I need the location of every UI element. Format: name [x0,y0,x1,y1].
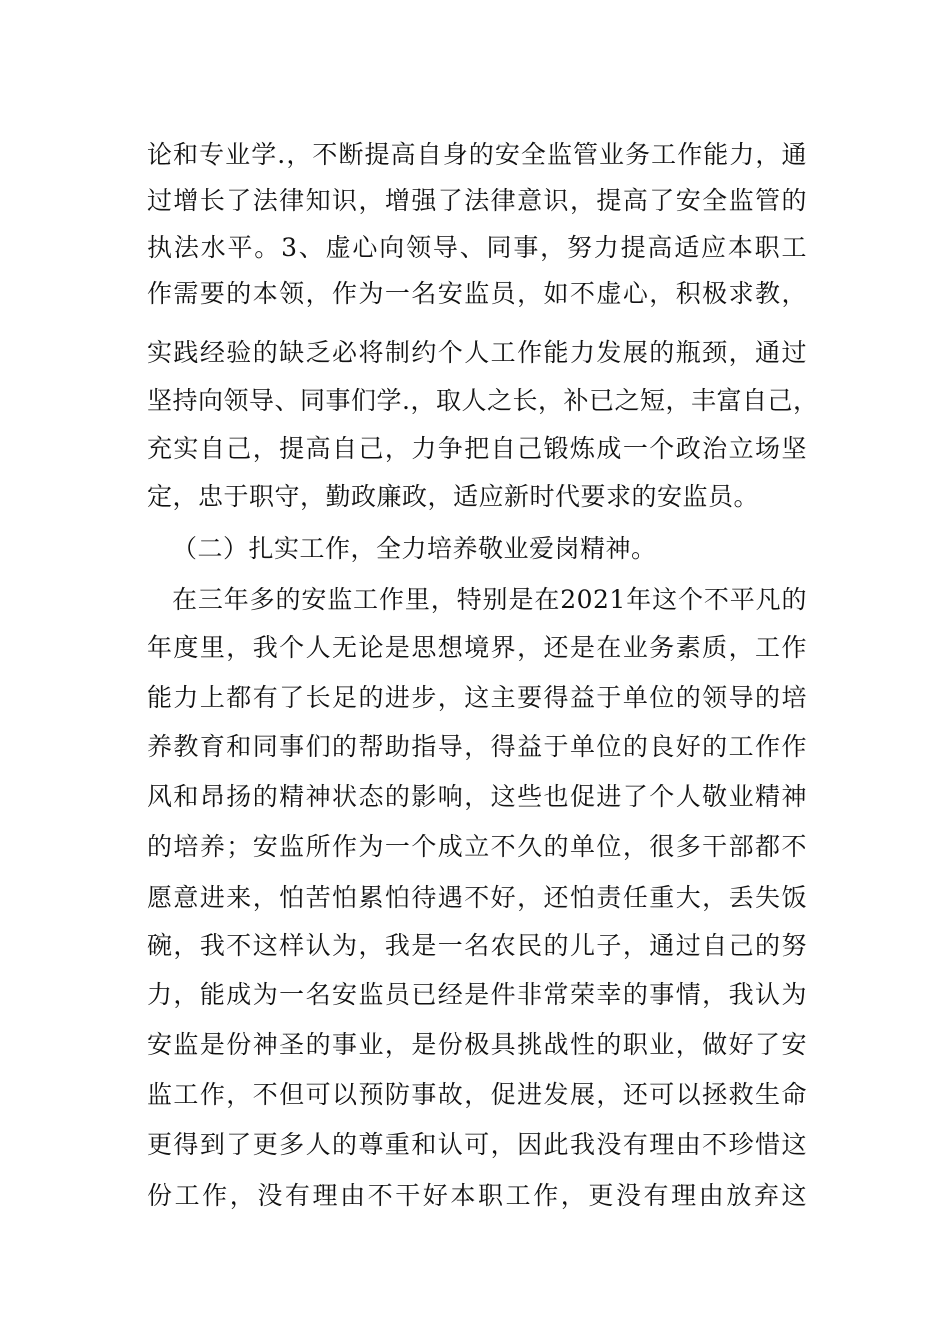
section-heading: （二）扎实工作，全力培养敬业爱岗精神。 [172,534,657,563]
body-text-line: 安监是份神圣的事业，是份极具挑战性的职业，做好了安 [147,1030,807,1059]
body-text-line: 过增长了法律知识，增强了法律意识，提高了安全监管的 [147,186,807,215]
body-text-line: 充实自己，提高自己，力争把自己锻炼成一个政治立场坚 [147,434,807,463]
body-text-line: 实践经验的缺乏必将制约个人工作能力发展的瓶颈，通过 [147,338,807,367]
body-text-line: 作需要的本领，作为一名安监员，如不虚心，积极求教， [147,279,807,308]
body-text-line: 力，能成为一名安监员已经是件非常荣幸的事情，我认为 [147,980,807,1009]
body-text-line: 愿意进来，怕苦怕累怕待遇不好，还怕责任重大，丢失饭 [147,883,807,912]
body-text-line: 风和昂扬的精神状态的影响，这些也促进了个人敬业精神 [147,782,807,811]
body-text-line: 的培养；安监所作为一个成立不久的单位，很多干部都不 [147,832,807,861]
body-text-line: 更得到了更多人的尊重和认可，因此我没有理由不珍惜这 [147,1130,807,1159]
body-text-line: 能力上都有了长足的进步，这主要得益于单位的领导的培 [147,683,807,712]
body-text-line: 论和专业学.，不断提高自身的安全监管业务工作能力，通 [147,140,807,169]
body-text-line: 养教育和同事们的帮助指导，得益于单位的良好的工作作 [147,732,807,761]
body-text-line: 定，忠于职守，勤政廉政，适应新时代要求的安监员。 [147,482,760,511]
body-text-line: 坚持向领导、同事们学.，取人之长，补已之短，丰富自己， [147,386,819,415]
body-text-line: 监工作，不但可以预防事故，促进发展，还可以拯救生命 [147,1080,807,1109]
body-text-line: 碗，我不这样认为，我是一名农民的儿子，通过自己的努 [147,931,807,960]
body-text-line: 份工作，没有理由不干好本职工作，更没有理由放弃这 [147,1181,807,1210]
body-text-line: 执法水平。3、虚心向领导、同事，努力提高适应本职工 [147,233,807,262]
body-text-line: 在三年多的安监工作里，特别是在2021年这个不平凡的 [172,585,807,614]
body-text-line: 年度里，我个人无论是思想境界，还是在业务素质，工作 [147,633,807,662]
